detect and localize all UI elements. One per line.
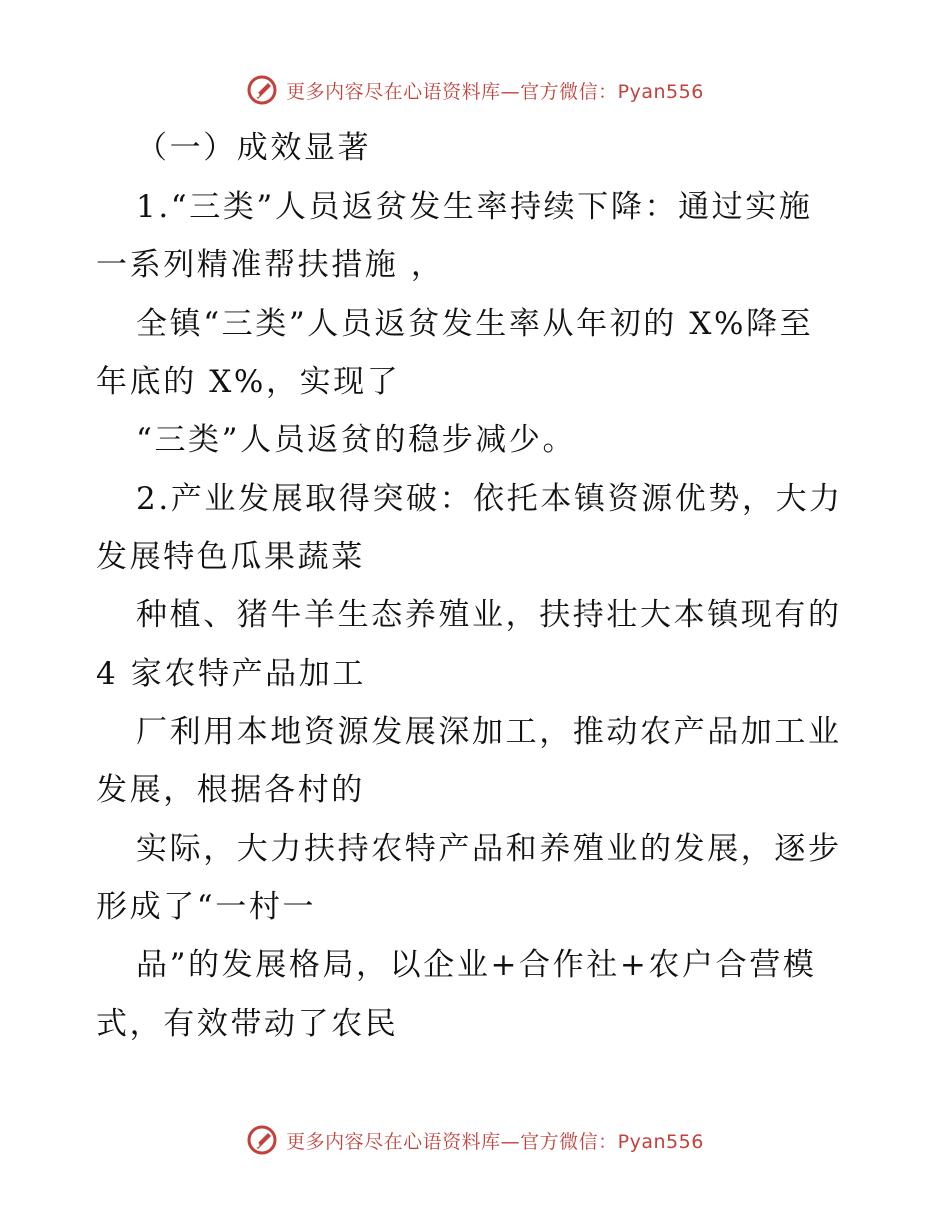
- paragraph-line: 品”的发展格局，以企业+合作社+农户合营模: [136, 947, 817, 983]
- paragraph-line: 一系列精准帮扶措施 ，: [96, 247, 445, 283]
- paragraph-line: 年底的 X%，实现了: [96, 364, 401, 400]
- header-banner: [0, 70, 950, 110]
- paragraph-line: 1.“三类”人员返贫发生率持续下降：通过实施: [136, 189, 813, 225]
- paragraph-line: 实际，大力扶持农特产品和养殖业的发展，逐步: [136, 831, 842, 867]
- paragraph-line: 式，有效带动了农民: [96, 1006, 399, 1042]
- footer-banner-text: 更多内容尽在心语资料库—官方微信：Pyan556: [286, 1130, 704, 1153]
- section-heading: （一）成效显著: [136, 130, 372, 166]
- paragraph-line: 发展，根据各村的: [96, 772, 365, 808]
- footer-banner: [0, 1120, 950, 1160]
- pen-seal-logo-icon: [246, 1124, 278, 1156]
- header-banner-text: 更多内容尽在心语资料库—官方微信：Pyan556: [286, 80, 704, 103]
- paragraph-line: “三类”人员返贫的稳步减少。: [136, 422, 577, 458]
- paragraph-line: 4 家农特产品加工: [96, 656, 366, 692]
- paragraph-line: 形成了“一村一: [96, 889, 317, 925]
- paragraph-line: 全镇“三类”人员返贫发生率从年初的 X%降至: [136, 306, 814, 342]
- paragraph-line: 种植、猪牛羊生态养殖业，扶持壮大本镇现有的: [136, 597, 842, 633]
- paragraph-line: 2.产业发展取得突破：依托本镇资源优势，大力: [136, 481, 843, 517]
- paragraph-line: 厂利用本地资源发展深加工，推动农产品加工业: [136, 714, 842, 750]
- paragraph-line: 发展特色瓜果蔬菜: [96, 539, 365, 575]
- pen-seal-logo-icon: [246, 74, 278, 106]
